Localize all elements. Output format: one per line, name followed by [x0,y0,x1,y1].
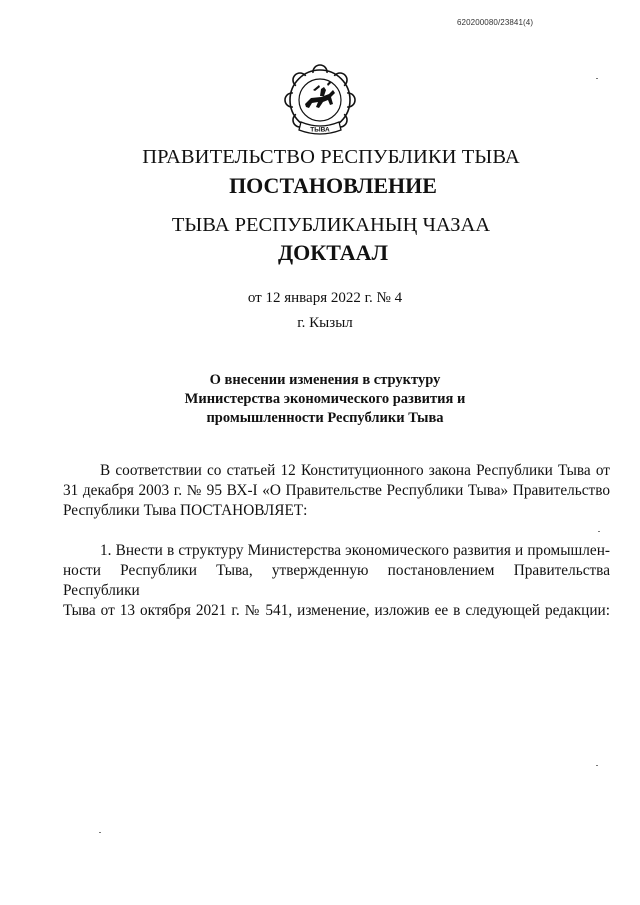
scan-speck [99,832,101,833]
resolution-title-ru: ПОСТАНОВЛЕНИЕ [229,173,437,198]
preamble-paragraph [63,461,610,521]
subject-line: Министерства экономического развития и [184,391,466,407]
subject-line: промышленности Республики Тыва [206,410,444,426]
scan-speck [596,78,598,79]
clause-1-paragraph [63,541,610,621]
paragraph-line: 31 декабря 2003 г. № 95 ВХ-I «О Правительстве Республики Тыва» Правительство [63,482,610,499]
resolution-city: г. Кызыл [297,315,353,331]
government-title-ru: ПРАВИТЕЛЬСТВО РЕСПУБЛИКИ ТЫВА [142,146,520,168]
paragraph-line: В соответствии со статьей 12 Конституционного закона Республики Тыва от [100,462,610,479]
scan-speck [596,765,598,766]
document-id: 620200080/23841(4) [457,18,534,27]
paragraph-line: ности Республики Тыва, утвержденную постановлением Правительства Республики [63,562,610,599]
emblem-ribbon-text: ТЫВА [310,126,330,134]
scan-speck [598,531,600,532]
resolution-title-tyv: ДОКТААЛ [278,240,388,265]
resolution-subject [140,371,510,428]
tyva-emblem-icon [283,60,357,146]
subject-line: О внесении изменения в структуру [209,372,441,388]
resolution-date-number: от 12 января 2022 г. № 4 [247,290,403,306]
paragraph-line: Тыва от 13 октября 2021 г. № 541, изменение, изложив ее в следующей редакции: [63,602,610,619]
paragraph-line: 1. Внести в структуру Министерства экономического развития и промышлен- [100,542,610,559]
tyva-emblem [283,60,357,146]
government-title-tyv: ТЫВА РЕСПУБЛИКАНЫҢ ЧАЗАА [171,214,491,236]
paragraph-line: Республики Тыва ПОСТАНОВЛЯЕТ: [63,502,308,519]
